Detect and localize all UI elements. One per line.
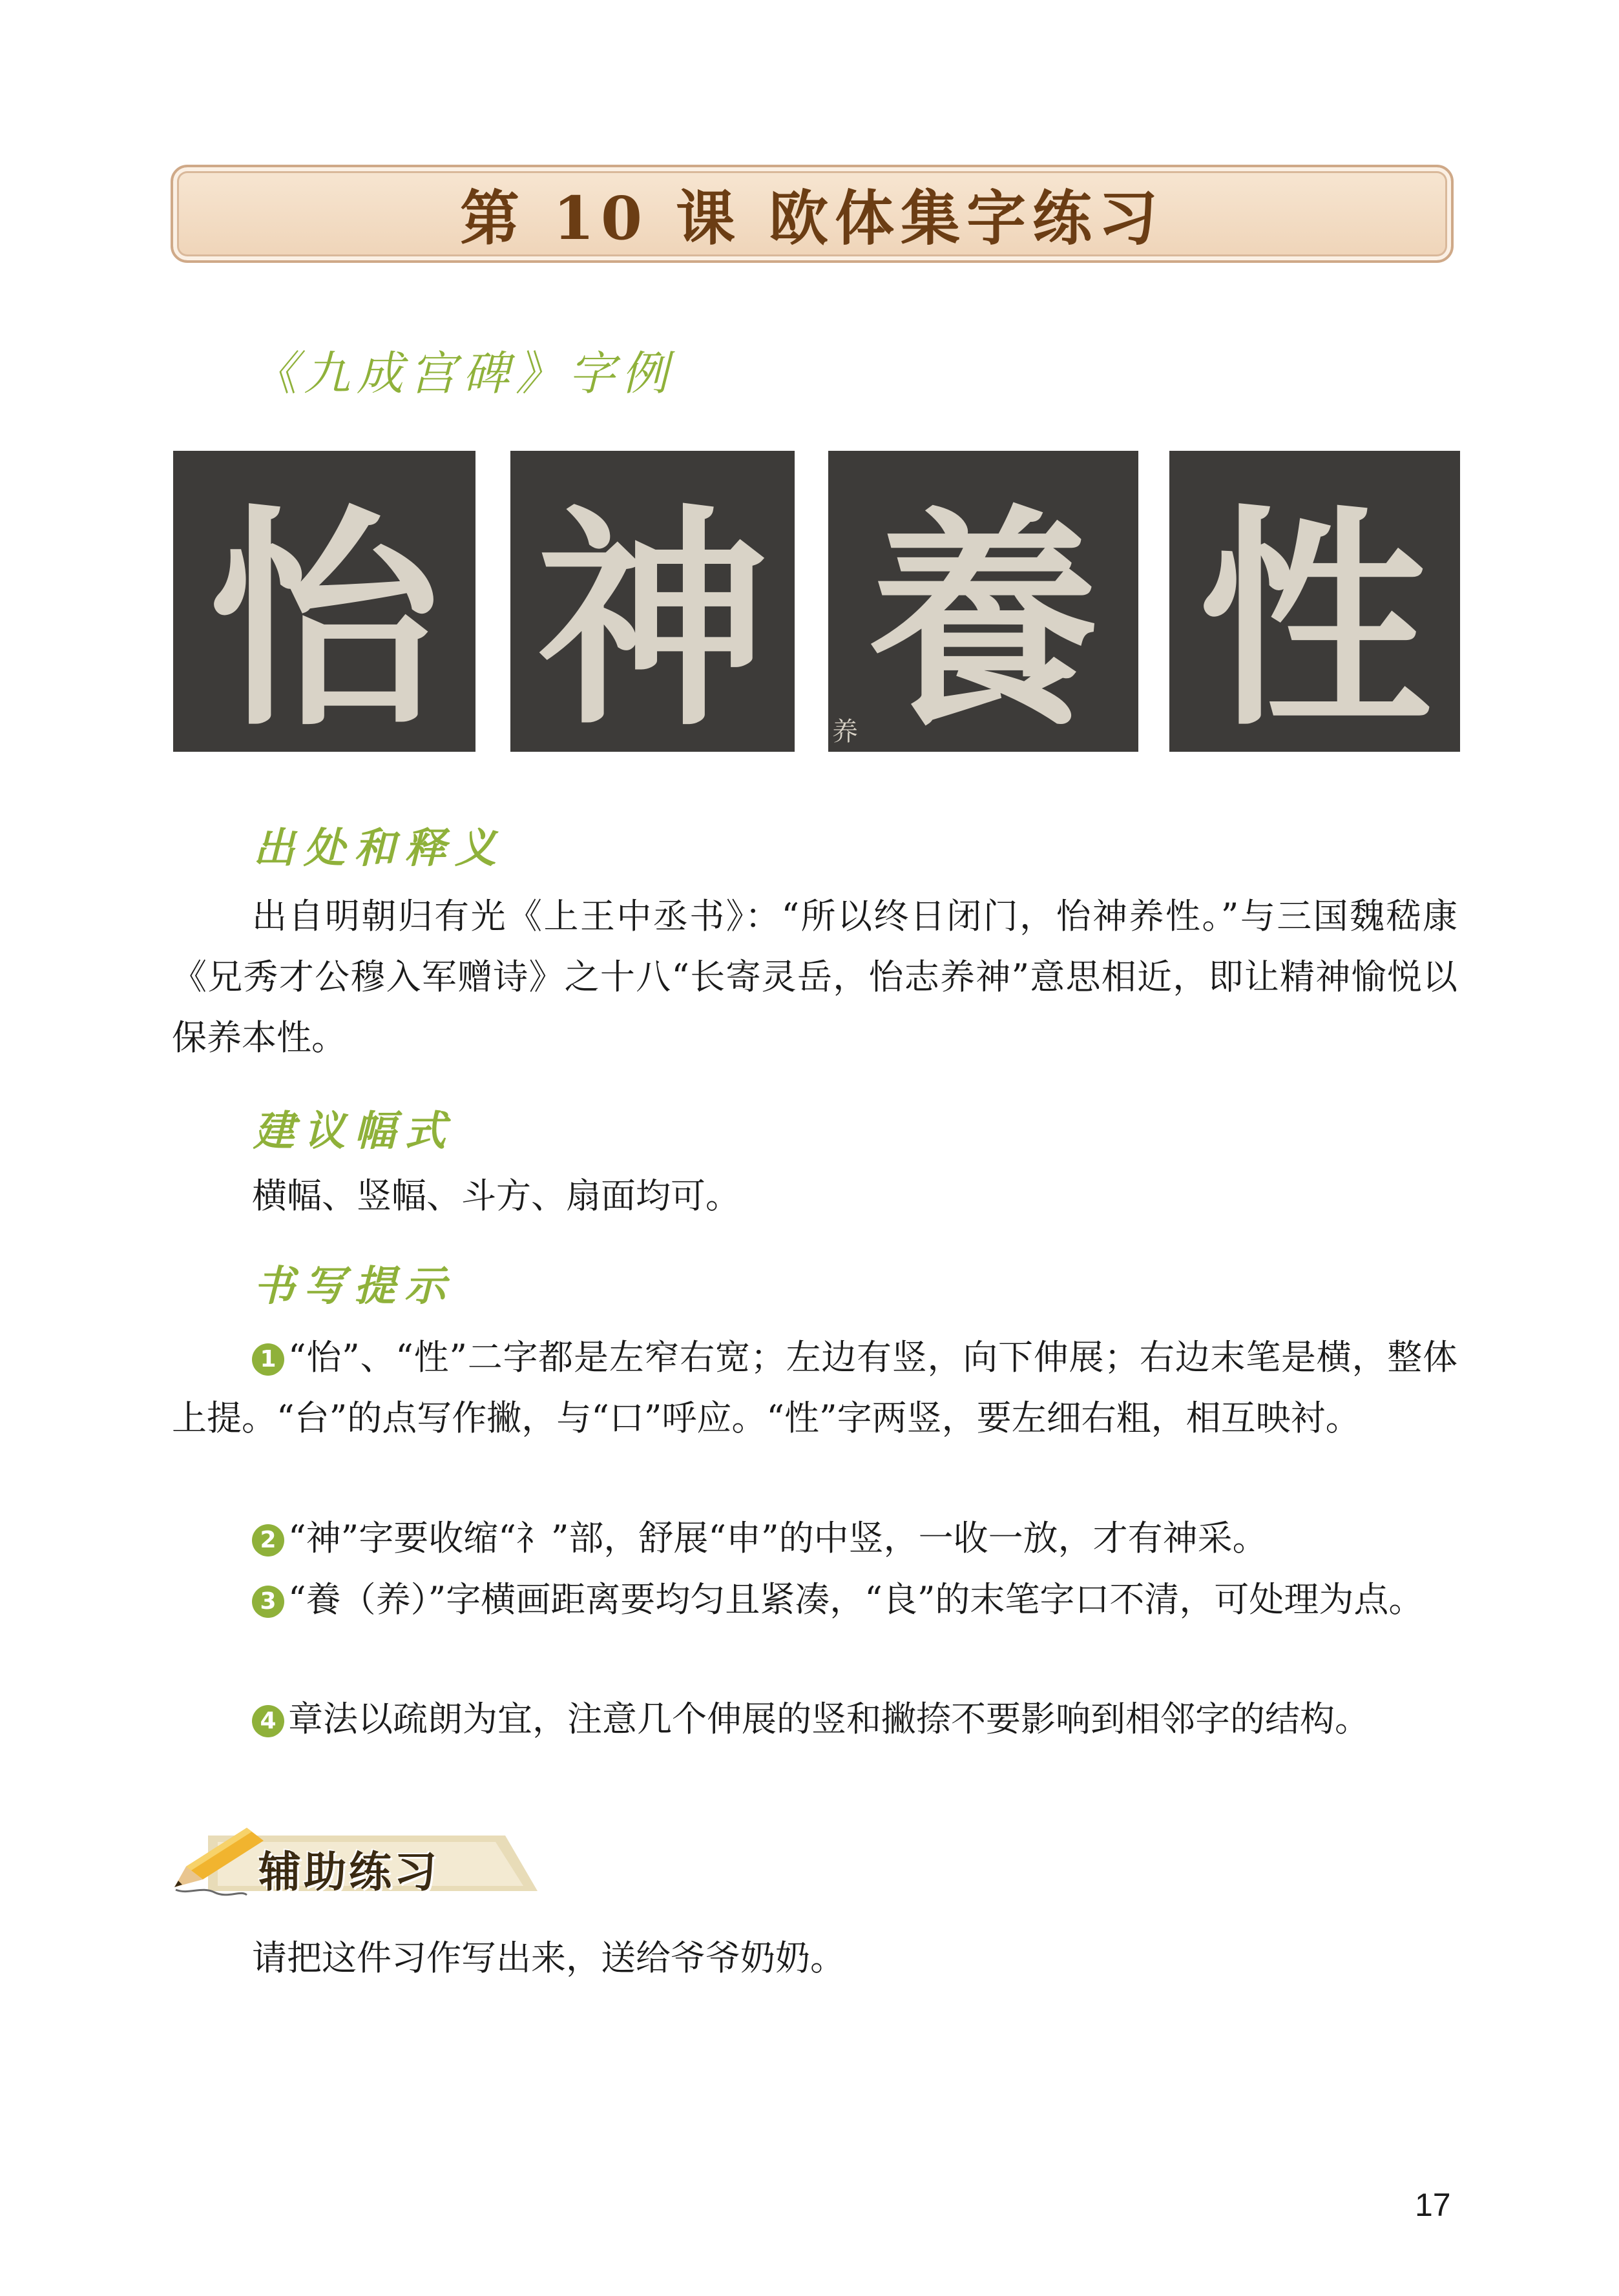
practice-label: 辅助练习 <box>258 1847 439 1897</box>
rubbing-char: 怡 <box>208 483 441 752</box>
tip-text: “神”字要收缩“礻”部，舒展“申”的中竖，一收一放，才有神采。 <box>288 1518 1268 1558</box>
rubbing-image <box>1169 451 1460 752</box>
tips-heading: 书写提示 <box>253 1263 455 1310</box>
tip-number-badge: 3 <box>252 1586 284 1618</box>
tip-number-badge: 4 <box>252 1705 284 1737</box>
examples-subtitle: 《九成宫碑》字例 <box>251 346 675 400</box>
rubbing-char: 養 <box>867 483 1100 752</box>
tip-item <box>172 1689 1457 1750</box>
tip-item <box>172 1569 1457 1630</box>
lesson-title-banner <box>171 165 1454 263</box>
source-paragraph: 出自明朝归有光《上王中丞书》：“所以终日闭门，怡神养性。”与三国魏嵇康《兄秀才公穆入军赠诗》之十八“长寄灵岳，怡志养神”意思相近，即让精神愉悦以保养本性。 <box>172 896 1457 1058</box>
rubbing-char: 神 <box>536 483 769 752</box>
source-heading: 出处和释义 <box>253 825 505 873</box>
tip-item <box>172 1508 1457 1569</box>
tip-number-badge: 1 <box>252 1343 284 1376</box>
format-paragraph: 横幅、竖幅、斗方、扇面均可。 <box>252 1175 740 1216</box>
tip-number-badge: 2 <box>252 1524 284 1557</box>
tip-text: “養（养）”字横画距离要均匀且紧凑，“良”的末笔字口不清，可处理为点。 <box>288 1579 1424 1620</box>
format-heading: 建议幅式 <box>253 1108 455 1155</box>
rubbing-caption: 养 <box>832 717 858 747</box>
practice-paragraph: 请把这件习作写出来，送给爷爷奶奶。 <box>252 1938 845 1978</box>
rubbing-image <box>510 451 795 752</box>
page-number: 17 <box>1415 2187 1451 2223</box>
rubbing-image <box>173 451 475 752</box>
rubbing-image <box>828 451 1138 752</box>
rubbing-char: 性 <box>1198 483 1431 752</box>
tip-text: 章法以疏朗为宜，注意几个伸展的竖和撇捺不要影响到相邻字的结构。 <box>288 1699 1370 1739</box>
lesson-title: 第 10 课 欧体集字练习 <box>459 183 1165 253</box>
tip-text: “怡”、“性”二字都是左窄右宽；左边有竖，向下伸展；右边末笔是横，整体上提。“台”的点写作撇，与“口”呼应。“性”字两竖，要左细右粗，相互映衬。 <box>172 1337 1457 1438</box>
tip-item <box>172 1327 1457 1449</box>
